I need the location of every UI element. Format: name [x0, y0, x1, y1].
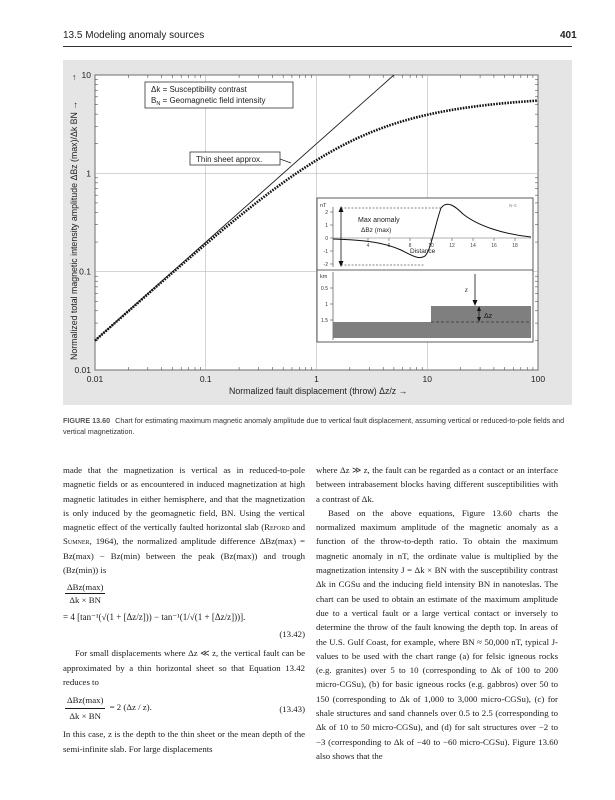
section-title: 13.5 Modeling anomaly sources — [63, 30, 205, 41]
inset-km-tick-label: 1 — [325, 302, 328, 308]
inset-dist-tick-label: 4 — [366, 243, 370, 249]
inset-nt-tick-label: -1 — [323, 249, 328, 255]
left-paragraph-2: For small displacements where Δz ≪ z, the vertical fault can be approximated by a thin horizontal sheet so that Equation 13.42 reduces to — [63, 648, 305, 687]
distance-label: Distance — [410, 248, 436, 255]
eq43-lhs: $\frac{\text{ΔBz(max)}}{\Delta k \times BN}$ — [67, 695, 104, 721]
eq42-rhs: = 4 [tan⁻¹(√(1 + [Δz/z])) − tan⁻¹(1/√(1 + [Δz/z]))]. — [63, 612, 246, 623]
inset-nt-tick-label: 2 — [325, 210, 328, 216]
y-axis-label: Normalized total magnetic intensity amplitude ΔBz (max)/Δk BN → — [69, 100, 79, 360]
inset-nt-tick-label: 1 — [325, 223, 328, 229]
left-paragraph-1: made that the magnetization is vertical as in reduced-to-pole magnetic fields or as encountered in induced magnetization at high magnetic latitudes in either hemisphere, and that the magnetization is only induced by the geomagnetic field, BN. Using the vertical magnetic effect of the vertically faulted horizontal slab (Reford and Sumner, 1964), the normalized amplitude difference ΔBz(max) = Bz(max) − Bz(min) between the peak (Bz(max)) and trough (Bz(min)) is — [63, 465, 305, 576]
y-tick-label: 0.01 — [74, 365, 91, 375]
y-tick-label: 10 — [81, 70, 91, 80]
x-tick-label: 0.1 — [199, 374, 212, 384]
caption-label: FIGURE 13.60 — [63, 416, 111, 425]
inset-dist-tick-label: 6 — [387, 243, 391, 249]
eq42-number: (13.42) — [279, 629, 305, 640]
page-header — [0, 0, 615, 48]
left-column — [63, 463, 305, 756]
inset-dist-tick-label: 18 — [512, 243, 518, 249]
max-anomaly-label-2: ΔBz (max) — [361, 227, 392, 234]
right-column — [316, 463, 558, 763]
inset-dist-tick-label: 16 — [491, 243, 497, 249]
z-label: z — [465, 286, 468, 294]
legend-line-2: $B_N$ = Geomagnetic field intensity — [151, 96, 266, 107]
inset-nt-unit: nT — [320, 203, 327, 209]
y-tick-label: 1 — [86, 168, 91, 179]
y-tick-label: 0.1 — [79, 266, 91, 277]
y-axis-arrow: ↑ — [72, 72, 77, 82]
right-paragraph-2: Based on the above equations, Figure 13.60 charts the normalized maximum amplitude of the magnetic anomaly as a function of the throw-to-depth ratio. To obtain the maximum magnetic anomaly in nT, the ordinate value is multiplied by the magnetization intensity J = Δk × BN with the susceptibility contrast Δk in CGSu and the inducing field intensity BN in nanoteslas. The chart can be used to obtain an estimate of the maximum amplitude due to a vertical fault or a large vertical contact or inversely to determine the throw of the fault knowing the depth top. In areas of the U.S. Gulf Coast, for example, where BN ≈ 50,000 nT, typical J-values to be used with the chart range (a) for felsic igneous rocks (e.g. granites) over 5 to 10 (corresponding to Δk of 100 to 200 micro-CGSu), (b) for basic igneous rocks (e.g. gabbros) over 50 to 150 (corresponding to Δk of 1,000 to 3,000 micro-CGSu), (c) for shale structures and sand channels over 0.5 to 2.5 (corresponding to Δk of 10 to 50 micro-CGSu), and (d) for salt structures over −2 to −3 (corresponding to Δk of −40 to −60 micro-CGSu). Figure 13.60 also shows that the — [316, 507, 558, 761]
inset-km-tick-label: 0.5 — [321, 286, 328, 292]
x-tick-label: 10 — [422, 374, 432, 384]
figure-caption — [63, 415, 572, 437]
inset-dist-tick-label: 10 — [428, 243, 434, 249]
dz-label: Δz — [484, 313, 493, 320]
legend-line-1: Δk = Susceptibility contrast — [151, 85, 247, 94]
equation-13-43 — [63, 693, 305, 727]
chart-svg — [63, 60, 572, 405]
inset-nt-tick-label: 0 — [325, 236, 328, 242]
page-number: 401 — [560, 30, 577, 41]
equation-13-42 — [63, 581, 305, 640]
eq42-lhs: $\frac{\text{ΔBz(max)}}{\Delta k \times BN}$ — [67, 582, 104, 606]
thin-sheet-label: Thin sheet approx. — [196, 155, 263, 164]
x-tick-label: 0.01 — [86, 374, 104, 384]
left-paragraph-3: In this case, z is the depth to the thin sheet or the mean depth of the semi-infinite slab. For large displacements — [63, 729, 305, 754]
caption-text: Chart for estimating maximum magnetic anomaly amplitude due to vertical fault displacement, assuming vertical or reduced-to-pole fields and vertical magnetization. — [63, 416, 565, 436]
right-paragraph-1: where Δz ≫ z, the fault can be regarded as a contact or an interface between intrabasement blocks having different susceptibilities with a contrast of Δk. — [316, 465, 558, 504]
inset-dist-tick-label: 12 — [449, 243, 455, 249]
header-rule — [63, 46, 572, 47]
inset-diagram — [317, 198, 533, 342]
eq43-number: (13.43) — [279, 704, 305, 715]
x-tick-label: 1 — [314, 374, 319, 384]
inset-dist-tick-label: 14 — [470, 243, 476, 249]
figure-panel — [63, 60, 572, 405]
inset-nt-tick-label: -2 — [323, 262, 328, 268]
inset-km-unit: km — [320, 274, 328, 280]
inset-corner-label: N-S — [509, 203, 517, 208]
x-tick-label: 100 — [530, 374, 546, 384]
x-axis-label: Normalized fault displacement (throw) Δz/z → — [229, 386, 408, 396]
inset-km-tick-label: 1.5 — [321, 318, 328, 324]
inset-dist-tick-label: 8 — [408, 243, 412, 249]
eq43-rhs: = 2 (Δz / z). — [109, 702, 152, 713]
max-anomaly-label: Max anomaly — [358, 217, 400, 224]
